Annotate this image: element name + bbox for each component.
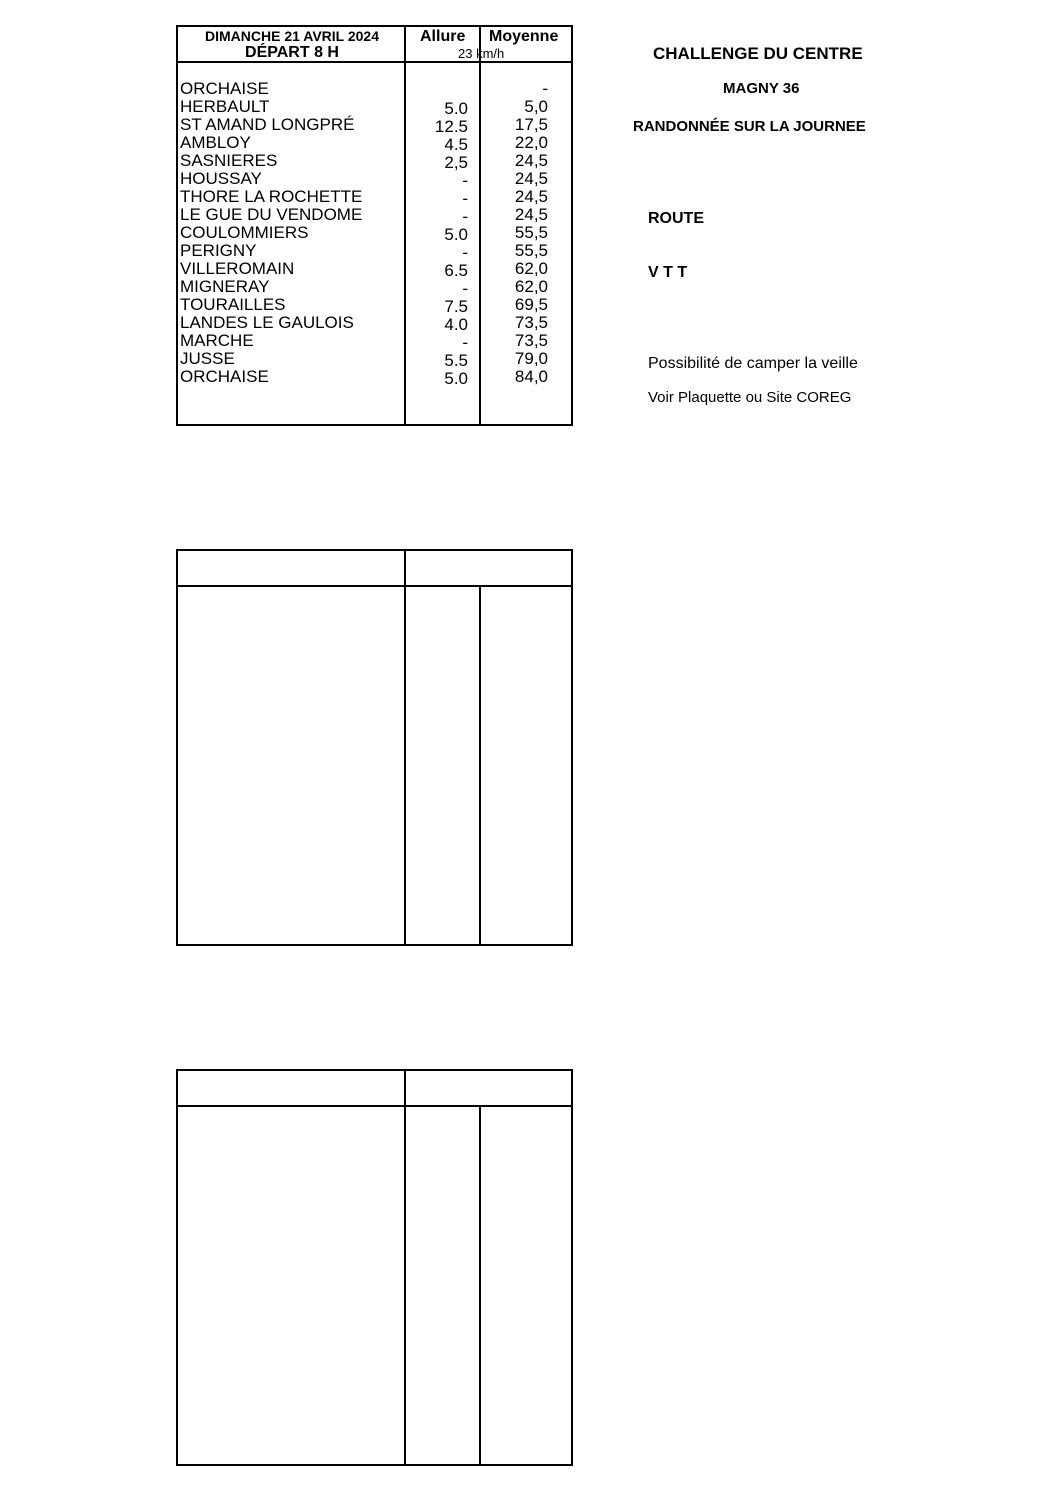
stop-name: MIGNERAY bbox=[180, 277, 270, 296]
table-row bbox=[180, 134, 572, 152]
table-row bbox=[180, 206, 572, 224]
stop-name: THORE LA ROCHETTE bbox=[180, 187, 363, 206]
table-row bbox=[180, 296, 572, 314]
table-row bbox=[180, 224, 572, 242]
table-row bbox=[180, 152, 572, 170]
stop-moyenne: 5,0 bbox=[524, 97, 548, 116]
table-row bbox=[180, 314, 572, 332]
stop-moyenne: 55,5 bbox=[514, 241, 548, 260]
stop-name: HERBAULT bbox=[180, 97, 270, 116]
table-row bbox=[180, 350, 572, 368]
stop-allure: 2,5 bbox=[444, 153, 468, 172]
empty-table-1 bbox=[176, 549, 573, 946]
stop-moyenne: 79,0 bbox=[514, 349, 548, 368]
empty-table-2-header-divider bbox=[176, 1105, 573, 1107]
stop-allure: 5.5 bbox=[444, 351, 468, 370]
empty-table-1-col-divider-2 bbox=[479, 585, 481, 946]
rando-label: RANDONNÉE SUR LA JOURNEE bbox=[633, 118, 866, 135]
stop-allure: 5.0 bbox=[444, 99, 468, 118]
stop-name: LANDES LE GAULOIS bbox=[180, 313, 354, 332]
stop-allure: 6.5 bbox=[444, 261, 468, 280]
stop-name: LE GUE DU VENDOME bbox=[180, 205, 363, 224]
stop-moyenne: 84,0 bbox=[514, 367, 548, 386]
stop-name: AMBLOY bbox=[180, 133, 251, 152]
stop-name: ST AMAND LONGPRÉ bbox=[180, 115, 355, 134]
stop-name: TOURAILLES bbox=[180, 295, 286, 314]
camping-note: Possibilité de camper la veille bbox=[648, 355, 858, 372]
challenge-title: CHALLENGE DU CENTRE bbox=[653, 44, 863, 63]
table-row bbox=[180, 242, 572, 260]
stop-moyenne: 24,5 bbox=[514, 205, 548, 224]
stop-moyenne: 22,0 bbox=[514, 133, 548, 152]
stop-name: PERIGNY bbox=[180, 241, 257, 260]
empty-table-2-col-divider-1 bbox=[404, 1069, 406, 1466]
empty-table-2-col-divider-2 bbox=[479, 1105, 481, 1466]
stop-moyenne: 55,5 bbox=[514, 223, 548, 242]
stop-name: HOUSSAY bbox=[180, 169, 262, 188]
stop-name: SASNIERES bbox=[180, 151, 278, 170]
average-speed: 23 km/h bbox=[458, 46, 505, 61]
stop-moyenne: 24,5 bbox=[514, 187, 548, 206]
event-date: DIMANCHE 21 AVRIL 2024 bbox=[204, 28, 379, 44]
stop-allure: - bbox=[462, 279, 468, 298]
stop-name: JUSSE bbox=[180, 349, 235, 368]
stop-name: VILLEROMAIN bbox=[180, 259, 295, 278]
table-row bbox=[180, 98, 572, 116]
empty-table-1-header-divider bbox=[176, 585, 573, 587]
table-row bbox=[180, 260, 572, 278]
stop-moyenne: 24,5 bbox=[514, 169, 548, 188]
table-row bbox=[180, 188, 572, 206]
table-row bbox=[180, 116, 572, 134]
stop-allure: - bbox=[462, 189, 468, 208]
empty-table-2 bbox=[176, 1069, 573, 1466]
stop-moyenne: 62,0 bbox=[514, 277, 548, 296]
col-header-moyenne: Moyenne bbox=[489, 28, 559, 45]
stop-moyenne: 73,5 bbox=[514, 331, 548, 350]
table-row bbox=[180, 332, 572, 350]
stop-name: ORCHAISE bbox=[180, 79, 269, 98]
empty-table-1-col-divider-1 bbox=[404, 549, 406, 946]
stop-allure: 12.5 bbox=[434, 117, 468, 136]
info-note: Voir Plaquette ou Site COREG bbox=[648, 389, 852, 406]
stop-name: MARCHE bbox=[180, 331, 254, 350]
table-row bbox=[180, 368, 572, 386]
club-name: MAGNY 36 bbox=[723, 80, 800, 97]
route-table-header-divider bbox=[176, 61, 573, 63]
stop-allure: - bbox=[462, 171, 468, 190]
vtt-label: V T T bbox=[648, 264, 688, 281]
table-row bbox=[180, 80, 572, 98]
stop-name: COULOMMIERS bbox=[180, 223, 309, 242]
stop-name: ORCHAISE bbox=[180, 367, 269, 386]
stop-allure: 4.5 bbox=[444, 135, 468, 154]
stop-allure: 5.0 bbox=[444, 225, 468, 244]
stop-allure: 7.5 bbox=[444, 297, 468, 316]
stop-allure: - bbox=[462, 333, 468, 352]
stop-moyenne: - bbox=[542, 79, 548, 98]
stop-moyenne: 62,0 bbox=[514, 259, 548, 278]
stop-allure: - bbox=[462, 243, 468, 262]
stop-allure: 4.0 bbox=[444, 315, 468, 334]
col-header-allure: Allure bbox=[420, 28, 466, 45]
stop-moyenne: 69,5 bbox=[514, 295, 548, 314]
table-row bbox=[180, 170, 572, 188]
stop-allure: 5.0 bbox=[444, 369, 468, 388]
stop-moyenne: 17,5 bbox=[514, 115, 548, 134]
departure-time: DÉPART 8 H bbox=[245, 44, 339, 61]
stop-allure: - bbox=[462, 207, 468, 226]
stop-moyenne: 24,5 bbox=[514, 151, 548, 170]
stop-moyenne: 73,5 bbox=[514, 313, 548, 332]
table-row bbox=[180, 278, 572, 296]
route-label: ROUTE bbox=[648, 210, 704, 227]
